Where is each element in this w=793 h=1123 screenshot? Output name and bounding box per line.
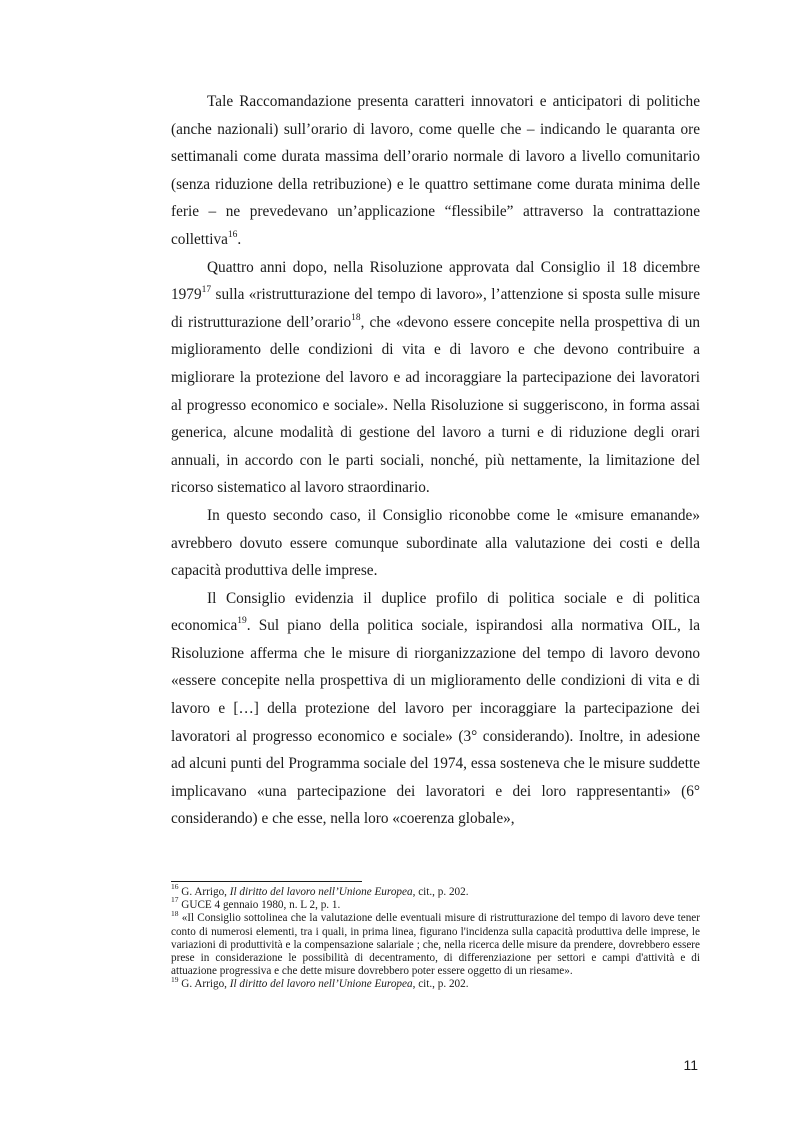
page-number: 11 bbox=[683, 1057, 698, 1073]
footnotes bbox=[171, 882, 700, 992]
footnote-number: 16 bbox=[171, 882, 179, 892]
footnote-text: G. Arrigo, bbox=[178, 978, 230, 991]
paragraph-1 bbox=[171, 88, 700, 254]
paragraph-text: Tale Raccomandazione presenta caratteri innovatori e anticipatori di politiche (anche nazionali) sull’orario di lavoro, come quelle che – indicando le quaranta ore settimanali come durata massima dell’orario normale di lavoro a livello comunitario (senza riduzione della retribuzione) e le quattro settimane come durata minima delle ferie – ne prevedevano un’applicazione “flessibile” attraverso la contrattazione collettiva bbox=[171, 93, 700, 248]
paragraph-text: In questo secondo caso, il Consiglio riconobbe come le «misure emanande» avrebbero dovuto essere comunque subordinate alla valutazione dei costi e della capacità produttiva delle imprese. bbox=[171, 506, 700, 580]
footnote-text: , cit., p. 202. bbox=[412, 978, 469, 991]
footnote-ref-19: 19 bbox=[237, 616, 247, 627]
footnote-text: «Il Consiglio sottolinea che la valutazione delle eventuali misure di ristrutturazione del tempo di lavoro deve tener conto di numerosi elementi, tra i quali, in prima linea, figurano l'incidenza sulla capacità produttiva delle imprese, le variazioni di produttività e la compensazione salariale ; che, nella ricerca delle misure da prendere, dovrebbero essere prese in considerazione le possibilità di decentramento, di differenziazione per settori e campi d'attività e di attuazione progressiva e che dette misure dovrebbero poter essere oggetto di un riesame». bbox=[171, 912, 700, 978]
footnote-separator bbox=[171, 881, 362, 882]
footnote-18 bbox=[171, 908, 700, 978]
footnote-19 bbox=[171, 974, 700, 991]
paragraph-text: sulla «ristrutturazione del tempo di lavoro», l’attenzione si sposta sulle misure di ristrutturazione dell’orario bbox=[171, 286, 700, 331]
footnote-number: 18 bbox=[171, 908, 179, 918]
footnote-ref-17: 17 bbox=[201, 285, 212, 296]
footnote-number: 19 bbox=[171, 974, 179, 984]
paragraph-text: . Sul piano della politica sociale, ispirandosi alla normativa OIL, la Risoluzione afferma che le misure di riorganizzazione del tempo di lavoro devono «essere concepite nella prospettiva di un miglioramento delle condizioni di vita e di lavoro e […] della protezione del lavoro per incoraggiare la partecipazione dei lavoratori al progresso economico e sociale» (3° considerando). Inoltre, in adesione ad alcuni punti del Programma sociale del 1974, essa sosteneva che le misure suddette implicavano «una partecipazione dei lavoratori e dei loro rappresentanti» (6° considerando) e che esse, nella loro «coerenza globale», bbox=[171, 617, 700, 828]
footnote-text: GUCE 4 gennaio 1980, n. L 2, p. 1. bbox=[178, 899, 341, 912]
body-text bbox=[171, 88, 700, 833]
footnote-17 bbox=[171, 895, 700, 912]
paragraph-2 bbox=[171, 254, 700, 502]
footnote-book-title: Il diritto del lavoro nell’Unione Europea bbox=[229, 886, 413, 898]
footnote-text: G. Arrigo, bbox=[178, 886, 230, 898]
paragraph-text: Il Consiglio evidenzia il duplice profilo di politica sociale e di politica economica bbox=[171, 589, 700, 635]
footnote-number: 17 bbox=[171, 895, 179, 905]
paragraph-4 bbox=[171, 585, 700, 833]
paragraph-end: . bbox=[237, 230, 242, 248]
paragraph-text: Quattro anni dopo, nella Risoluzione approvata dal Consiglio il 18 dicembre 1979 bbox=[171, 258, 700, 304]
footnote-ref-18: 18 bbox=[351, 312, 361, 323]
footnote-16 bbox=[171, 882, 700, 899]
footnote-book-title: Il diritto del lavoro nell’Unione Europea bbox=[229, 978, 413, 991]
footnote-ref-16: 16 bbox=[227, 229, 238, 240]
paragraph-text: , che «devono essere concepite nella prospettiva di un miglioramento delle condizioni di vita e di lavoro e che devono contribuire a migliorare la protezione del lavoro e ad incoraggiare la partecipazione dei lavoratori al progresso economico e sociale». Nella Risoluzione si suggeriscono, in forma assai generica, alcune modalità di gestione del lavoro a turni e di riduzione degli orari annuali, in accordo con le parti sociali, nonché, più nettamente, la limitazione del ricorso sistematico al lavoro straordinario. bbox=[171, 313, 700, 497]
footnote-text: , cit., p. 202. bbox=[412, 886, 469, 898]
paragraph-3 bbox=[171, 502, 700, 585]
